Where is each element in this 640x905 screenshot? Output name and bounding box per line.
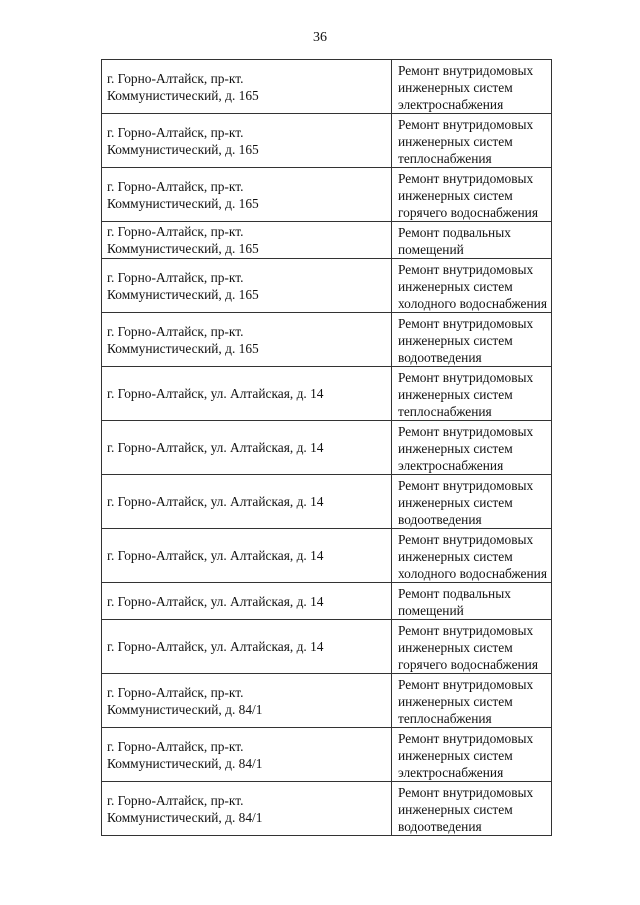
work-type-cell: [392, 367, 552, 421]
address-line: г. Горно-Алтайск, ул. Алтайская, д. 14: [107, 494, 324, 509]
work-type-line: водоотведения: [398, 512, 482, 527]
address-cell: [102, 421, 392, 475]
table-row: [102, 168, 552, 222]
work-type-cell: [392, 259, 552, 313]
table-row: [102, 583, 552, 620]
table-body: [102, 60, 552, 836]
work-type-line: Ремонт подвальных: [398, 586, 511, 601]
work-type-cell: [392, 222, 552, 259]
work-type-cell: [392, 529, 552, 583]
work-type-line: инженерных систем: [398, 640, 513, 655]
work-type-line: Ремонт подвальных: [398, 225, 511, 240]
address-line: Коммунистический, д. 165: [107, 340, 259, 356]
work-type-line: инженерных систем: [398, 80, 513, 95]
work-type-line: теплоснабжения: [398, 711, 492, 726]
work-type-line: помещений: [398, 603, 464, 618]
work-type-line: горячего водоснабжения: [398, 657, 539, 672]
work-type-line: водоотведения: [398, 350, 482, 365]
address-line: г. Горно-Алтайск, пр-кт.: [107, 738, 244, 754]
work-type-cell: [392, 674, 552, 728]
work-type-line: холодного водоснабжения: [398, 566, 547, 581]
work-type-line: инженерных систем: [398, 748, 513, 763]
work-type-line: инженерных систем: [398, 188, 513, 203]
address-line: г. Горно-Алтайск, пр-кт.: [107, 124, 244, 140]
address-cell: [102, 168, 392, 222]
work-type-cell: [392, 168, 552, 222]
work-type-line: теплоснабжения: [398, 404, 492, 419]
work-type-line: инженерных систем: [398, 279, 513, 294]
work-type-line: помещений: [398, 242, 464, 257]
table-row: [102, 259, 552, 313]
address-cell: [102, 313, 392, 367]
work-type-line: инженерных систем: [398, 694, 513, 709]
table-row: [102, 421, 552, 475]
address-cell: [102, 475, 392, 529]
work-type-line: Ремонт внутридомовых: [398, 171, 534, 186]
table-row: [102, 60, 552, 114]
work-type-line: горячего водоснабжения: [398, 205, 539, 220]
work-type-line: Ремонт внутридомовых: [398, 370, 534, 385]
address-line: г. Горно-Алтайск, ул. Алтайская, д. 14: [107, 593, 324, 609]
address-line: г. Горно-Алтайск, пр-кт.: [107, 70, 244, 86]
work-type-line: инженерных систем: [398, 802, 513, 817]
work-type-line: Ремонт внутридомовых: [398, 63, 534, 78]
address-cell: [102, 60, 392, 114]
work-type-line: инженерных систем: [398, 134, 513, 149]
work-type-line: инженерных систем: [398, 387, 513, 402]
work-type-line: электроснабжения: [398, 458, 504, 473]
address-cell: [102, 782, 392, 836]
address-cell: [102, 620, 392, 674]
table-row: [102, 367, 552, 421]
work-type-line: инженерных систем: [398, 333, 513, 348]
work-type-line: Ремонт внутридомовых: [398, 677, 534, 692]
address-line: г. Горно-Алтайск, ул. Алтайская, д. 14: [107, 386, 324, 401]
work-type-line: Ремонт внутридомовых: [398, 316, 534, 331]
work-type-line: Ремонт внутридомовых: [398, 731, 534, 746]
address-line: г. Горно-Алтайск, пр-кт.: [107, 792, 244, 808]
table-row: [102, 222, 552, 259]
work-type-line: Ремонт внутридомовых: [398, 478, 534, 493]
work-type-line: Ремонт внутридомовых: [398, 424, 534, 439]
work-type-cell: [392, 421, 552, 475]
address-cell: [102, 222, 392, 259]
address-line: г. Горно-Алтайск, ул. Алтайская, д. 14: [107, 440, 324, 455]
work-type-line: Ремонт внутридомовых: [398, 262, 534, 277]
work-type-line: теплоснабжения: [398, 151, 492, 166]
address-line: г. Горно-Алтайск, пр-кт.: [107, 269, 244, 285]
work-type-line: Ремонт внутридомовых: [398, 785, 534, 800]
address-work-table: [101, 59, 552, 836]
address-cell: [102, 674, 392, 728]
work-type-cell: [392, 728, 552, 782]
address-line: г. Горно-Алтайск, ул. Алтайская, д. 14: [107, 639, 324, 654]
address-line: г. Горно-Алтайск, ул. Алтайская, д. 14: [107, 548, 324, 563]
table-row: [102, 674, 552, 728]
address-cell: [102, 259, 392, 313]
address-cell: [102, 529, 392, 583]
work-type-line: Ремонт внутридомовых: [398, 117, 534, 132]
work-type-cell: [392, 475, 552, 529]
address-cell: [102, 114, 392, 168]
address-line: г. Горно-Алтайск, пр-кт.: [107, 224, 244, 239]
address-line: Коммунистический, д. 165: [107, 286, 259, 302]
work-type-line: инженерных систем: [398, 441, 513, 456]
work-type-cell: [392, 620, 552, 674]
work-type-cell: [392, 782, 552, 836]
table-row: [102, 475, 552, 529]
work-type-line: электроснабжения: [398, 97, 504, 112]
address-line: Коммунистический, д. 165: [107, 87, 259, 103]
page-number: 36: [313, 30, 327, 45]
work-type-line: электроснабжения: [398, 765, 504, 780]
work-type-cell: [392, 583, 552, 620]
address-line: г. Горно-Алтайск, пр-кт.: [107, 684, 244, 700]
address-cell: [102, 367, 392, 421]
work-type-line: Ремонт внутридомовых: [398, 623, 534, 638]
table-row: [102, 620, 552, 674]
work-type-line: инженерных систем: [398, 495, 513, 510]
address-line: Коммунистический, д. 84/1: [107, 755, 263, 771]
table-row: [102, 728, 552, 782]
work-type-line: Ремонт внутридомовых: [398, 532, 534, 547]
address-line: Коммунистический, д. 84/1: [107, 701, 263, 717]
work-type-line: водоотведения: [398, 819, 482, 834]
table-row: [102, 782, 552, 836]
address-line: Коммунистический, д. 165: [107, 141, 259, 157]
address-line: г. Горно-Алтайск, пр-кт.: [107, 323, 244, 339]
address-line: Коммунистический, д. 165: [107, 195, 259, 211]
address-line: г. Горно-Алтайск, пр-кт.: [107, 178, 244, 194]
table-row: [102, 529, 552, 583]
work-type-line: инженерных систем: [398, 549, 513, 564]
table-row: [102, 114, 552, 168]
work-type-cell: [392, 313, 552, 367]
address-line: Коммунистический, д. 84/1: [107, 809, 263, 825]
address-cell: [102, 728, 392, 782]
table-row: [102, 313, 552, 367]
address-cell: [102, 583, 392, 620]
work-type-cell: [392, 60, 552, 114]
work-type-cell: [392, 114, 552, 168]
work-type-line: холодного водоснабжения: [398, 296, 547, 311]
address-line: Коммунистический, д. 165: [107, 241, 259, 256]
